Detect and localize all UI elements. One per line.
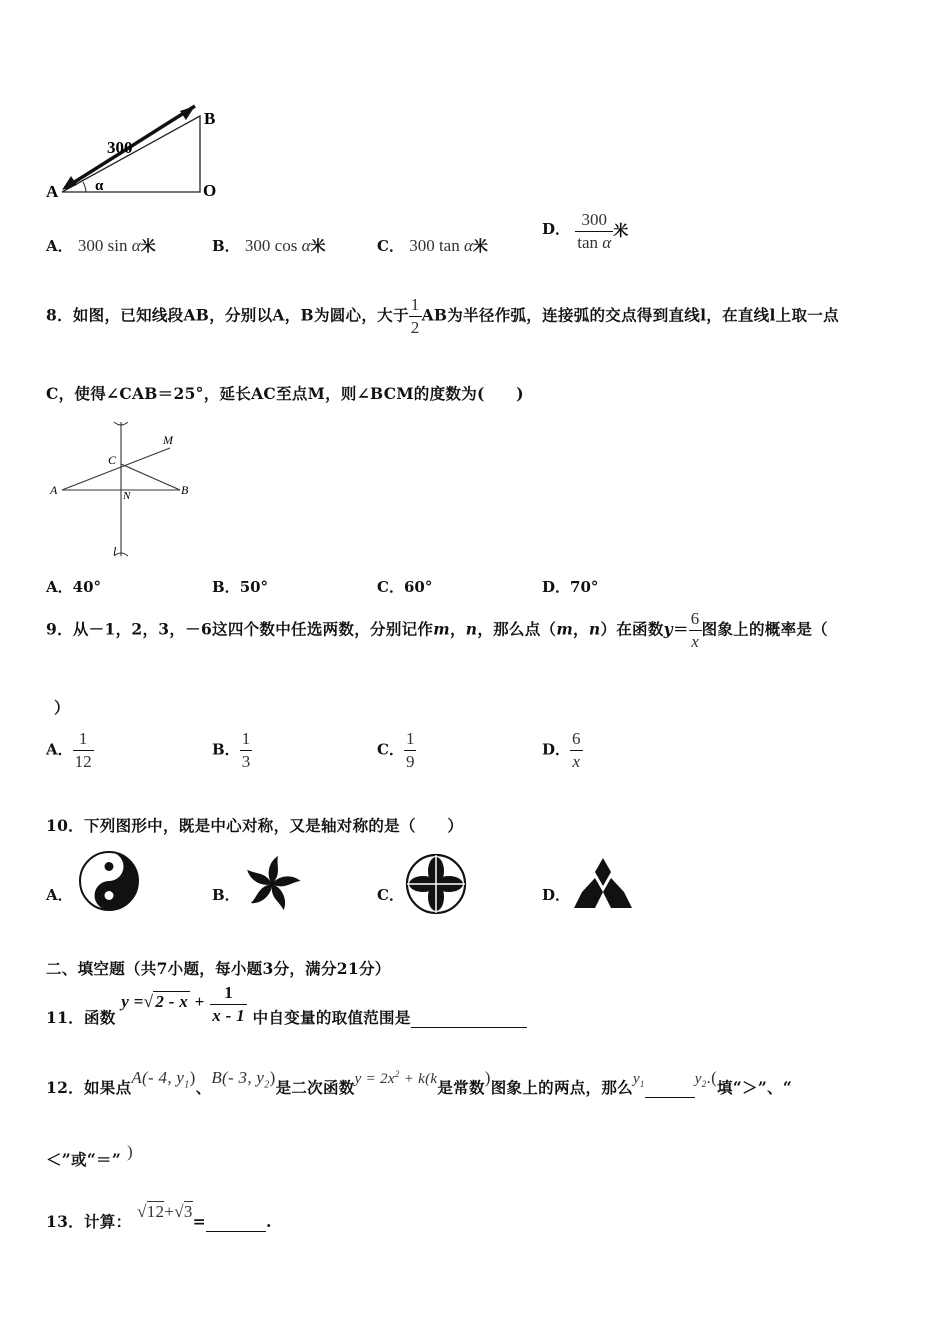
q7-option-a: A． 300 sin α米 [46, 236, 156, 255]
q7-option-b: B． 300 cos α米 [212, 236, 326, 255]
q9-stem-line1: 9．从－1，2，3，－6这四个数中任选两数，分别记作m，n，那么点（m，n）在函数y＝ $\frac{6}{x}$ 图象上的概率是（ [46, 609, 828, 651]
q11-stem: 11．函数 y =√ 2 - x + $\frac{1}{x - 1}$ 中自变量的取值范围是 [46, 982, 527, 1027]
q12-stem-line2: ＜”或“＝” ) [46, 1142, 134, 1169]
q7-angle-label: α [95, 178, 104, 194]
q7-label-o: O [203, 181, 217, 200]
q8-option-b: B．50° [212, 578, 269, 596]
section-2-header: 二、填空题（共7小题，每小题3分，满分21分） [46, 959, 391, 978]
q8-label-b: B [181, 483, 189, 497]
q9-stem-close: ） [54, 698, 70, 717]
q13-stem: 13．计算： √12+√3= . [46, 1202, 272, 1231]
q13-answer-blank[interactable] [206, 1212, 266, 1232]
q8-label-m: M [163, 433, 173, 447]
four-petal-circle-icon [404, 852, 468, 916]
q8-geometry-figure [44, 418, 204, 560]
q9-option-b: B． $\frac{1}{3}$ [212, 729, 251, 771]
q8-label-l: l [113, 544, 117, 558]
q7-label-a: A [46, 182, 59, 201]
yin-yang-icon [78, 850, 140, 912]
q7-distance-label: 300 [107, 138, 133, 157]
q12-stem-line1: 12．如果点A(- 4, $y_1$)、B(- 3, $y_2$)是二次函数$y = 2x^2 + k(k$是常数)图象上的两点，那么$y_1$ $y_2$.(填“＞”、“ [46, 1068, 793, 1097]
q10-option-d-letter: D． [542, 886, 571, 904]
q8-stem-line1: 8．如图，已知线段AB，分别以A，B为圆心，大于 $\frac{1}{2}$ AB为半径作弧，连接弧的交点得到直线l，在直线l上取一点 [46, 295, 839, 337]
pinwheel-icon [240, 852, 304, 916]
q8-label-c: C [108, 453, 117, 467]
q7-triangle-figure [40, 96, 230, 206]
q10-option-c-letter: C． [377, 886, 404, 904]
three-diamonds-icon [572, 856, 634, 912]
q8-label-n: N [123, 490, 131, 502]
q8-option-c: C．60° [377, 578, 433, 596]
q8-option-d: D．70° [542, 578, 599, 596]
q8-stem-line2: C，使得∠CAB＝25°，延长AC至点M，则∠BCM的度数为( ) [46, 384, 524, 403]
q11-radical: √ 2 - x [143, 992, 189, 1011]
q9-option-d: D． $\frac{6}{x}$ [542, 729, 581, 771]
q10-option-a-letter: A． [46, 886, 73, 904]
q10-stem: 10．下列图形中，既是中心对称，又是轴对称的是（ ） [46, 816, 464, 835]
q11-answer-blank[interactable] [411, 1008, 527, 1028]
q7-label-b: B [204, 109, 216, 128]
q12-answer-blank[interactable] [645, 1078, 695, 1098]
q10-option-b-letter: B． [212, 886, 240, 904]
q8-label-a: A [50, 483, 58, 497]
q9-option-a: A． $\frac{1}{12}$ [46, 729, 92, 771]
q8-option-a: A．40° [46, 578, 102, 596]
q9-option-c: C． $\frac{1}{9}$ [377, 729, 415, 771]
q7-option-d: D． $\frac{300}{\text{tan α}}$ 米 [542, 210, 629, 252]
q7-option-c: C． 300 tan α米 [377, 236, 488, 255]
